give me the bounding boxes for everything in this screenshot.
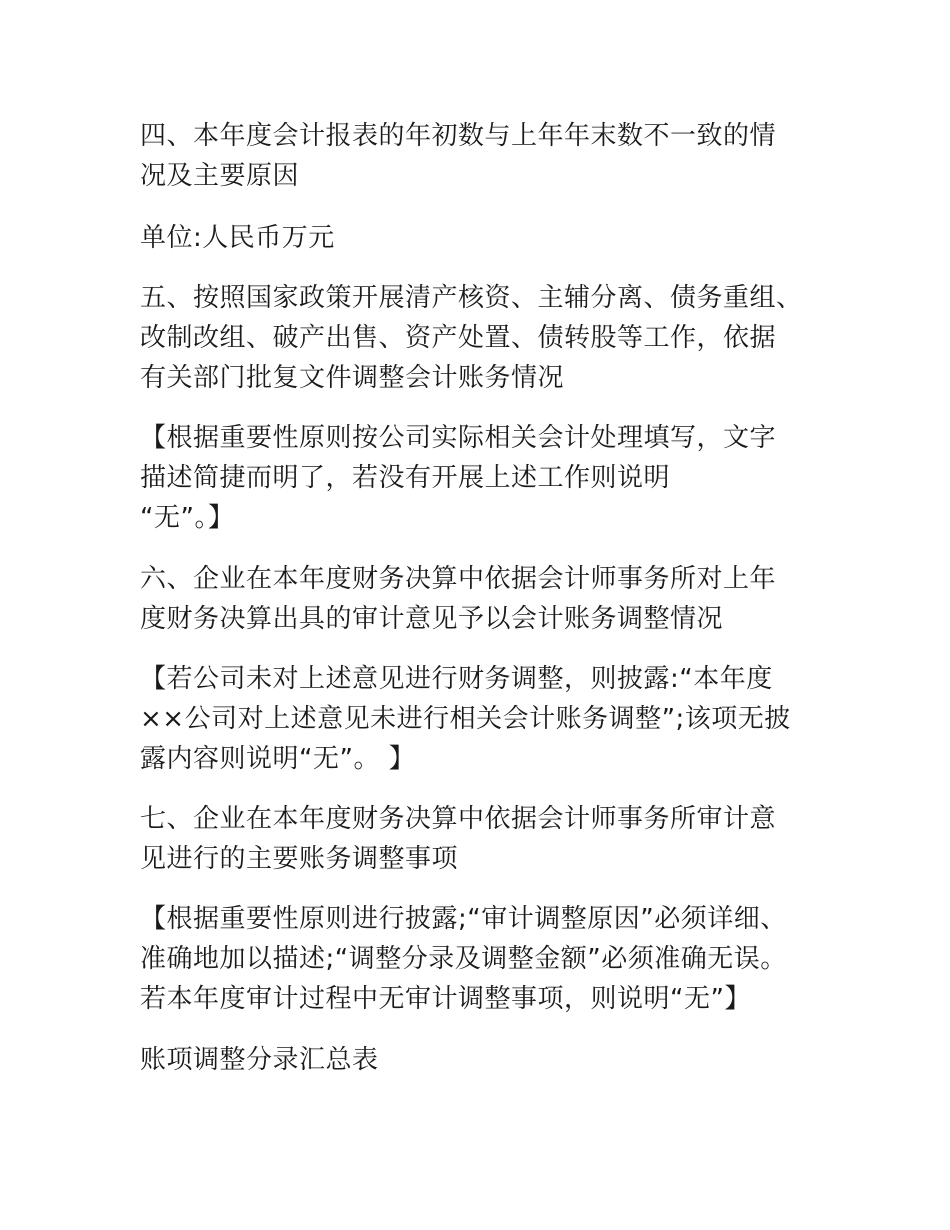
text-line: 露内容则说明“无”。 】 (140, 744, 416, 774)
text-line: 六、企业在本年度财务决算中依据会计师事务所对上年 (140, 564, 777, 594)
text-line: 若本年度审计过程中无审计调整事项，则说明“无”】 (140, 984, 751, 1014)
summary-table-title (140, 1040, 820, 1080)
text-line: ××公司对上述意见未进行相关会计账务调整”;该项无披 (140, 704, 791, 734)
section-5-note (140, 418, 820, 538)
text-line: 【根据重要性原则进行披露;“审计调整原因”必须详细、 (140, 904, 787, 934)
text-line: 改制改组、破产出售、资产处置、债转股等工作，依据 (140, 323, 777, 353)
section-4-heading (140, 116, 820, 196)
text-line: 况及主要原因 (140, 161, 300, 191)
text-line: 【根据重要性原则按公司实际相关会计处理填写，文字 (140, 423, 777, 453)
text-line: 见进行的主要账务调整事项 (140, 844, 459, 874)
text-line: “无”。】 (140, 503, 235, 533)
section-5-heading (140, 278, 820, 398)
section-6-note (140, 659, 820, 779)
text-line: 五、按照国家政策开展清产核资、主辅分离、债务重组、 (140, 283, 803, 313)
text-line: 描述简捷而明了，若没有开展上述工作则说明 (140, 463, 671, 493)
text-line: 七、企业在本年度财务决算中依据会计师事务所审计意 (140, 804, 777, 834)
text-line: 有关部门批复文件调整会计账务情况 (140, 363, 565, 393)
text-line: 账项调整分录汇总表 (140, 1045, 379, 1075)
unit-label (140, 218, 820, 258)
text-line: 【若公司未对上述意见进行财务调整，则披露:“本年度 (140, 664, 773, 694)
text-line: 单位:人民币万元 (140, 223, 335, 253)
section-7-heading (140, 799, 820, 879)
section-6-heading (140, 559, 820, 639)
text-line: 准确地加以描述;“调整分录及调整金额”必须准确无误。 (140, 944, 787, 974)
section-7-note (140, 899, 820, 1019)
text-line: 度财务决算出具的审计意见予以会计账务调整情况 (140, 604, 724, 634)
text-line: 四、本年度会计报表的年初数与上年年末数不一致的情 (140, 121, 777, 151)
